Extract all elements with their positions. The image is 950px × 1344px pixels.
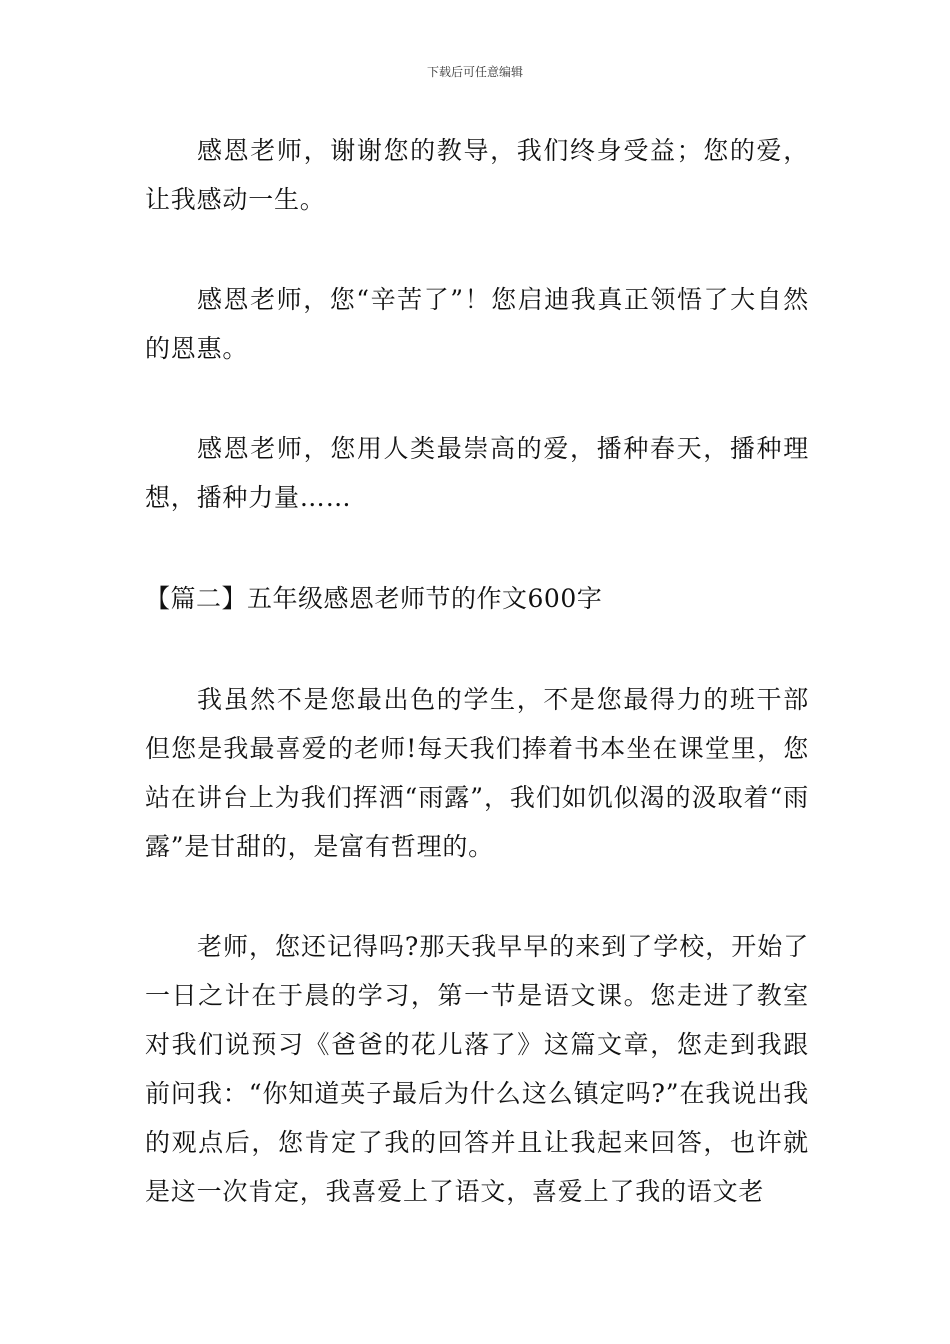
- section-heading: 【篇二】五年级感恩老师节的作文600字: [145, 584, 603, 613]
- document-body: [145, 126, 809, 1216]
- section-paragraph-2: 老师，您还记得吗?那天我早早的来到了学校，开始了一日之计在于晨的学习，第一节是语文课。您走进了教室对我们说预习《爸爸的花儿落了》这篇文章，您走到我跟前问我：“你知道英子最后为什么这么镇定吗?”在我说出我的观点后，您肯定了我的回答并且让我起来回答，也许就是这一次肯定，我喜爱上了语文，喜爱上了我的语文老: [145, 932, 809, 1206]
- paragraph-3: 感恩老师，您用人类最崇高的爱，播种春天，播种理想，播种力量……: [145, 434, 809, 512]
- header-note: 下载后可任意编辑: [426, 65, 523, 79]
- paragraph-2: 感恩老师，您“辛苦了”！您启迪我真正领悟了大自然的恩惠。: [145, 285, 809, 363]
- paragraph-1: 感恩老师，谢谢您的教导，我们终身受益；您的爱，让我感动一生。: [145, 136, 809, 214]
- section-paragraph-1: 我虽然不是您最出色的学生，不是您最得力的班干部但您是我最喜爱的老师!每天我们捧着书本坐在课堂里，您站在讲台上为我们挥洒“雨露”，我们如饥似渴的汲取着“雨露”是甘甜的，是富有哲理的。: [145, 685, 809, 861]
